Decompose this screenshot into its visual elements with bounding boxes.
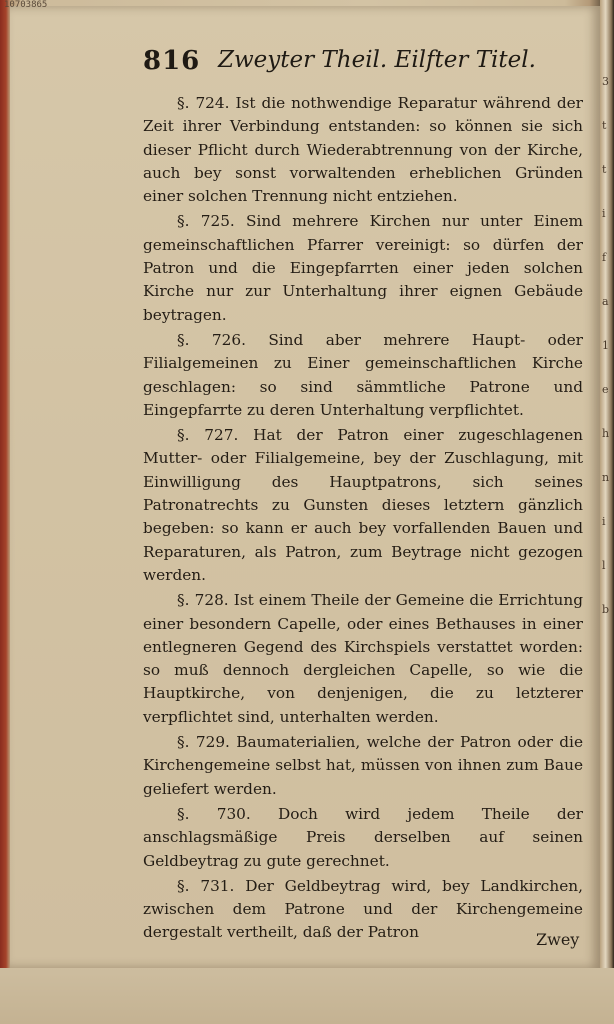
edge-letter: n [602, 471, 610, 484]
paragraph-text: Der Geldbeytrag wird, bey Landkirchen, zwischen dem Patrone und der Kirchengemeine dergestalt vertheilt, daß der Patron [143, 876, 583, 942]
paragraph-text: Ist die nothwendige Reparatur während der Zeit ihrer Verbindung entstanden: so können sie sich dieser Pflicht durch Wiederabtrennung von der Kirche, auch bey sonst vorwaltenden erheblichen Gründen einer solchen Trennung nicht entziehen. [143, 94, 583, 206]
edge-letter: 1 [602, 339, 609, 352]
section-number: §. 731. [177, 876, 235, 895]
catchword: Zwey [536, 930, 580, 949]
scan-mark: 10703865 [4, 0, 48, 10]
section-number: §. 730. [177, 804, 251, 823]
paragraph-text: Hat der Patron einer zugeschlagenen Mutter- oder Filialgemeine, bey der Zuschlagung, mit Einwilligung des Hauptpatrons, sich seines Patronatrechts zu Gunsten dieses letztern gänzlich begeben: so kann er auch bey vorfallenden Bauen und Reparaturen, als Patron, zum Beytrage nicht gezogen werden. [143, 426, 583, 584]
edge-letter: 3 [602, 75, 609, 88]
paragraph-731 [143, 875, 583, 945]
section-number: §. 725. [177, 212, 235, 231]
paragraph-text: Doch wird jedem Theile der anschlagsmäßige Preis derselben auf seinen Geldbeytrag zu gute gerechnet. [143, 804, 583, 870]
paragraph-text: Baumaterialien, welche der Patron oder die Kirchengemeine selbst hat, müssen von ihnen zum Baue geliefert werden. [143, 733, 583, 798]
paragraph-725 [143, 210, 583, 326]
page-bottom-margin [0, 968, 614, 1024]
edge-letter: b [602, 603, 610, 616]
facing-page-letters [602, 60, 612, 632]
paragraph-text: Ist einem Theile der Gemeine die Errichtung einer besondern Capelle, oder eines Bethauses in einer entlegneren Gegend des Kirchspiels verstattet worden: so muß dennoch dergleichen Capelle, so wie die Hauptkirche, von denjenigen, die zu letzterer verpflichtet sind, unterhalten werden. [143, 591, 583, 726]
edge-letter: i [602, 207, 606, 220]
paragraph-text: Sind mehrere Kirchen nur unter Einem gemeinschaftlichen Pfarrer vereinigt: so dürfen der Patron und die Eingepfarrten einer jeden solchen Kirche nur zur Unterhaltung ihrer eignen Gebäude beytragen. [143, 212, 584, 324]
paragraph-728 [143, 589, 583, 729]
paragraph-724 [143, 92, 583, 208]
running-title: Zweyter Theil. Eilfter Titel. [218, 47, 536, 73]
page-number: 816 [143, 46, 201, 76]
edge-letter: i [602, 515, 606, 528]
edge-letter: f [602, 251, 607, 264]
paragraph-726 [143, 329, 583, 422]
paragraph-text: Sind aber mehrere Haupt- oder Filialgemeinen zu Einer gemeinschaftlichen Kirche geschlagen: so sind sämmtliche Patrone und Eingepfarrte zu deren Unterhaltung verpflichtet. [143, 330, 583, 419]
paragraph-730 [143, 803, 583, 873]
body-text [143, 92, 583, 947]
section-number: §. 726. [177, 330, 246, 349]
edge-letter: a [602, 295, 609, 308]
edge-letter: h [602, 427, 610, 440]
section-number: §. 727. [177, 426, 239, 445]
edge-letter: t [602, 163, 607, 176]
section-number: §. 724. [177, 94, 230, 112]
paragraph-727 [143, 424, 583, 587]
paragraph-729 [143, 731, 583, 801]
section-number: §. 729. [177, 733, 230, 752]
section-number: §. 728. [177, 591, 229, 610]
edge-letter: l [602, 559, 606, 572]
edge-letter: t [602, 119, 607, 132]
edge-letter: e [602, 383, 609, 396]
